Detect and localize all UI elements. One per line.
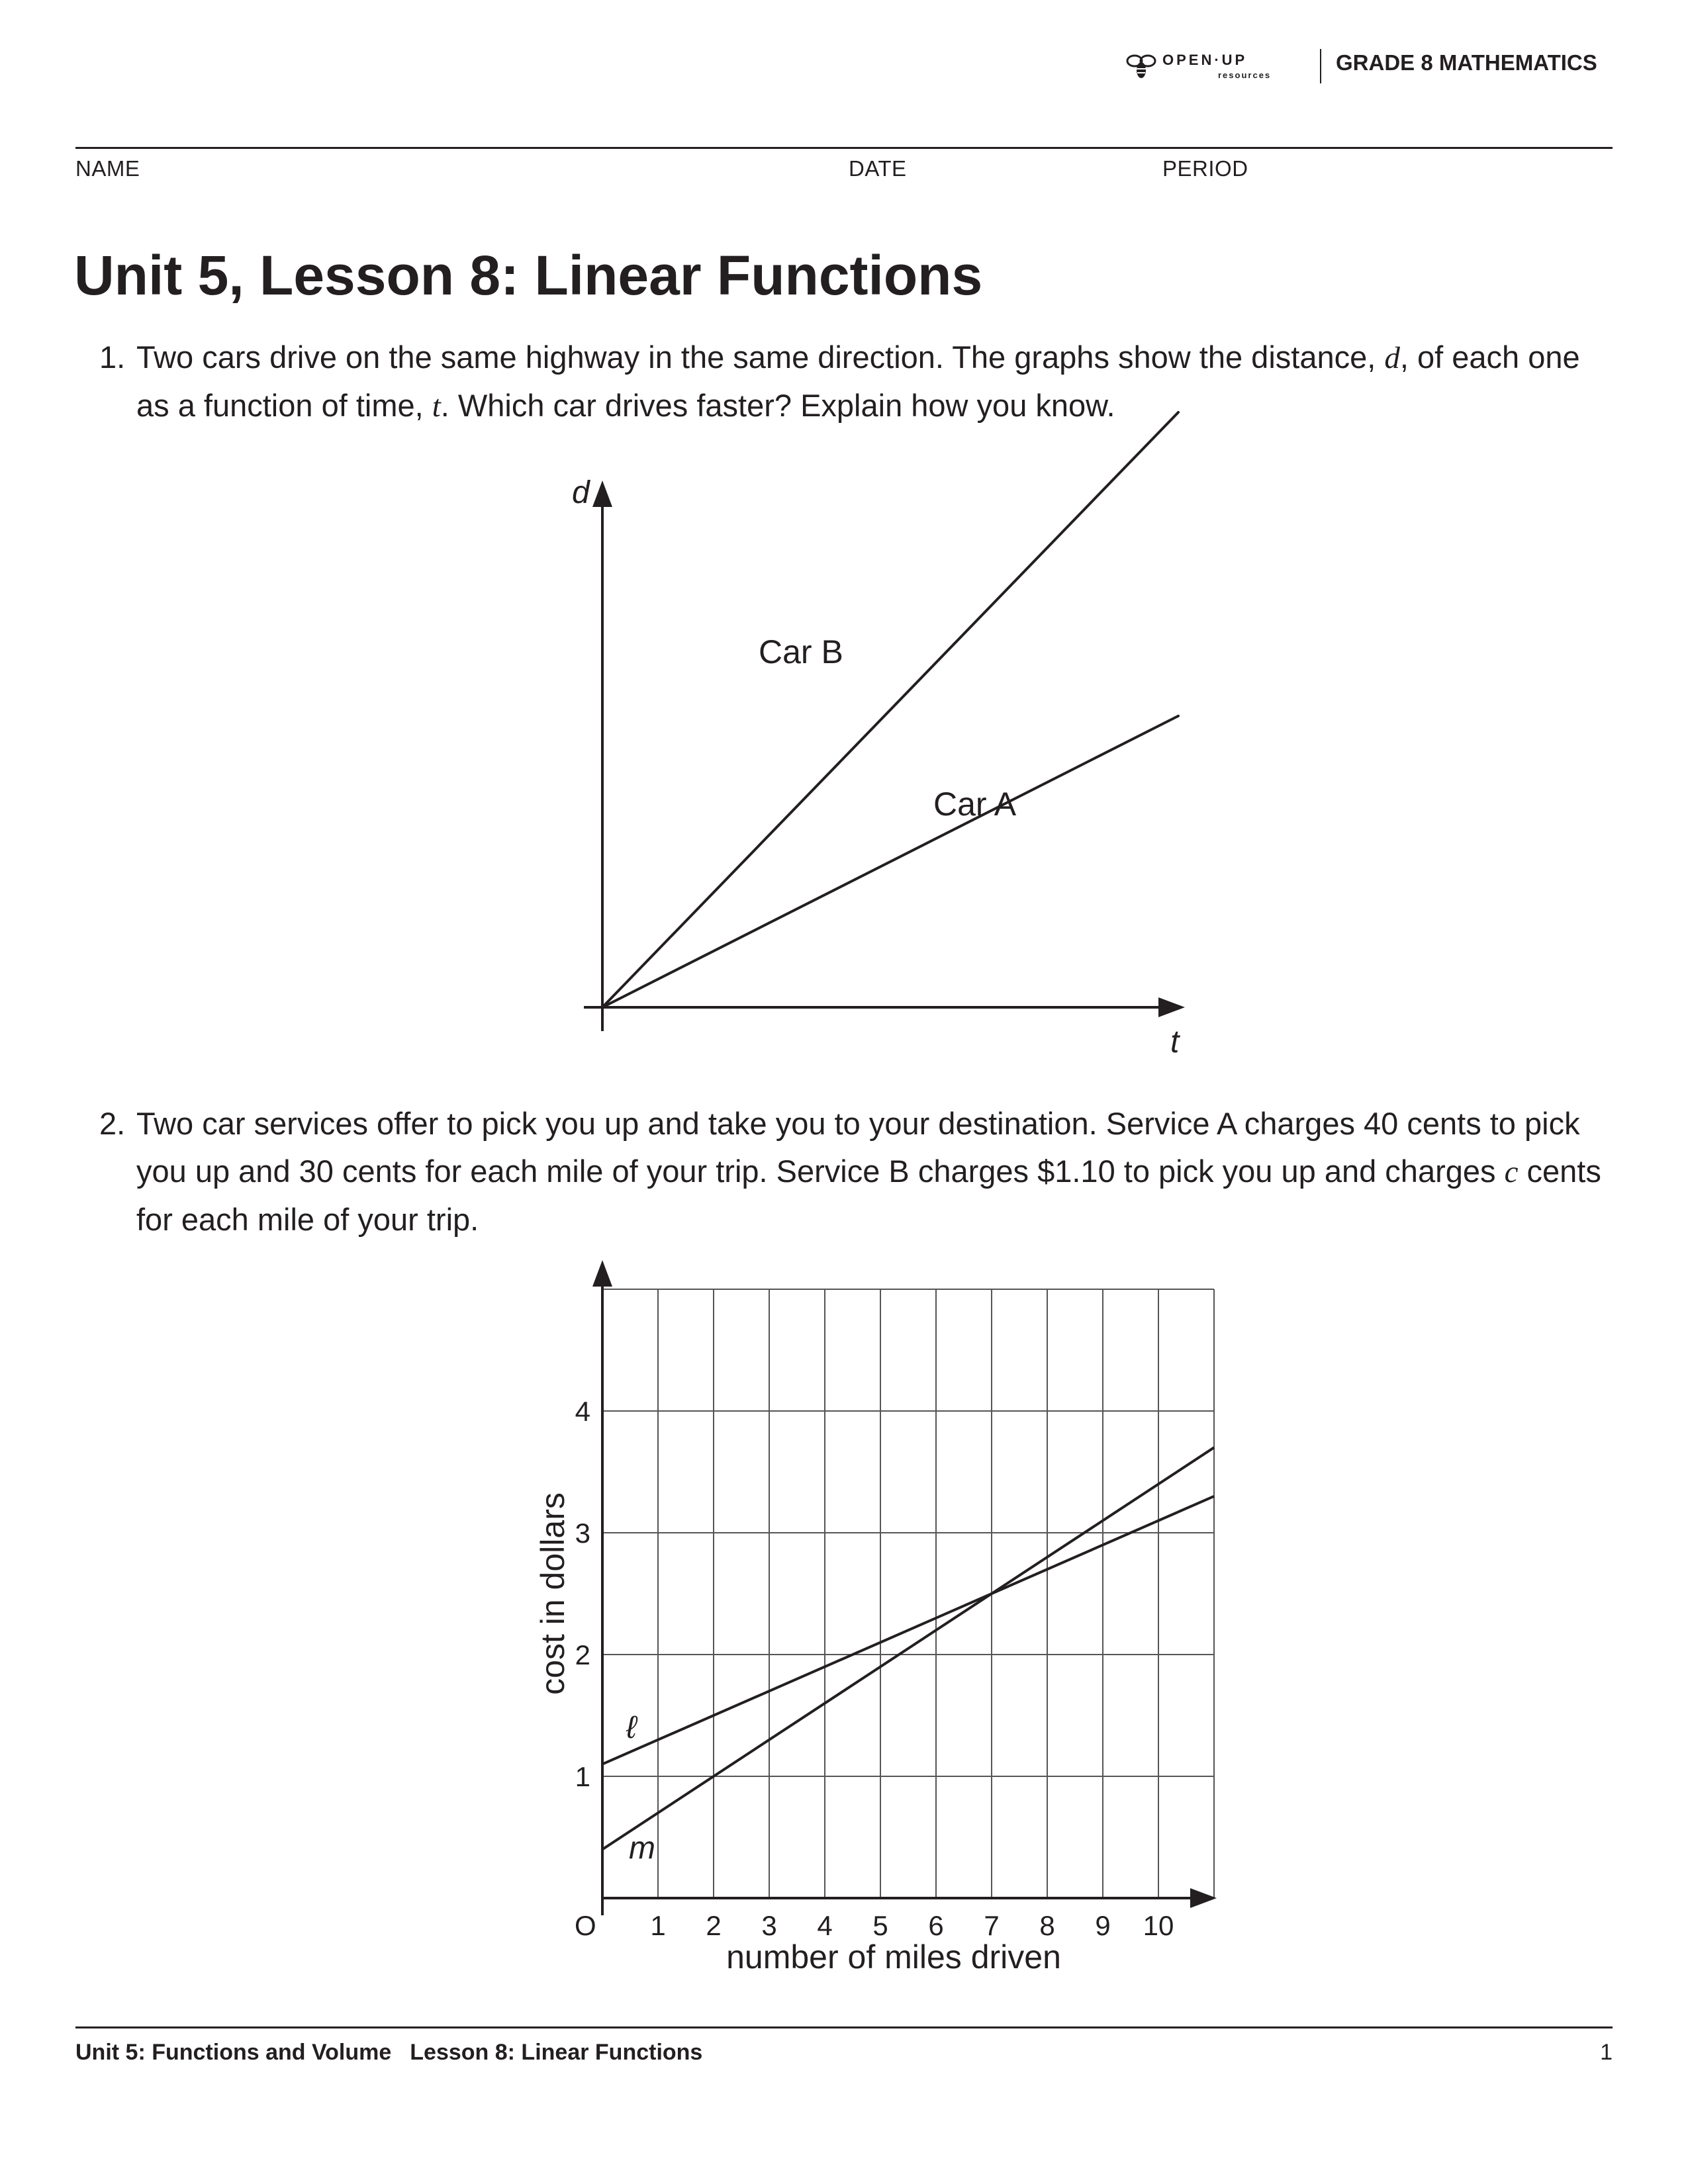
page-title: Unit 5, Lesson 8: Linear Functions (74, 244, 983, 306)
name-field-label: NAME (75, 156, 140, 181)
origin-label: O (575, 1910, 596, 1941)
y-axis-label: d (572, 475, 590, 510)
series-label: Car A (933, 786, 1017, 823)
logo-word: OPEN·UP (1162, 52, 1248, 68)
x-tick-label: 3 (761, 1910, 777, 1941)
period-field-label: PERIOD (1162, 156, 1248, 181)
series-label: ℓ (626, 1710, 637, 1745)
x-axis-label: t (1170, 1024, 1180, 1060)
x-axis-arrow-icon (1190, 1888, 1217, 1908)
text-part: . Which car drives faster? Explain how you know. (440, 388, 1115, 423)
y-tick-label: 3 (575, 1518, 590, 1549)
question-number: 1. (99, 340, 126, 375)
y-axis-arrow-icon (592, 1260, 612, 1287)
date-field-label: DATE (849, 156, 907, 181)
footer-lesson: Lesson 8: Linear Functions (410, 2040, 703, 2065)
x-tick-label: 7 (984, 1910, 1000, 1941)
page-number: 1 (1600, 2040, 1613, 2065)
x-tick-label: 1 (650, 1910, 666, 1941)
series-label: Car B (759, 633, 843, 670)
x-tick-label: 4 (817, 1910, 833, 1941)
text-part: cents for each mile of your trip. (136, 1154, 1601, 1237)
math-variable: c (1504, 1155, 1519, 1189)
series-line (602, 1496, 1214, 1764)
y-tick-label: 1 (575, 1761, 590, 1792)
series-line (602, 1447, 1214, 1849)
x-tick-label: 5 (872, 1910, 888, 1941)
text-part: , of each one as a function of time, (136, 340, 1580, 423)
math-variable: t (432, 389, 441, 424)
y-axis-title: cost in dollars (534, 1492, 571, 1695)
footer-unit: Unit 5: Functions and Volume (75, 2040, 392, 2065)
footer (75, 2040, 702, 2066)
grade-label: GRADE 8 MATHEMATICS (1336, 50, 1597, 75)
x-tick-label: 8 (1039, 1910, 1055, 1941)
logo-sub: resources (1218, 70, 1272, 80)
text-part: Two car services offer to pick you up and take you to your destination. Service A charges 40 cents to pick you up and 30 cents for each mile of your trip. Service B charges $1.10 to pick you up and charges (136, 1106, 1580, 1189)
question-number: 2. (99, 1106, 126, 1141)
footer-rule (75, 2026, 1613, 2028)
text-part: Two cars drive on the same highway in the same direction. The graphs show the distance, (136, 340, 1385, 375)
x-tick-label: 9 (1095, 1910, 1111, 1941)
math-variable: d (1384, 341, 1400, 375)
x-tick-label: 10 (1143, 1910, 1174, 1941)
series-label: m (629, 1831, 655, 1866)
y-tick-label: 2 (575, 1639, 590, 1670)
y-tick-label: 4 (575, 1396, 590, 1427)
x-tick-label: 2 (706, 1910, 722, 1941)
x-tick-label: 6 (928, 1910, 944, 1941)
x-axis-title: number of miles driven (726, 1938, 1061, 1976)
